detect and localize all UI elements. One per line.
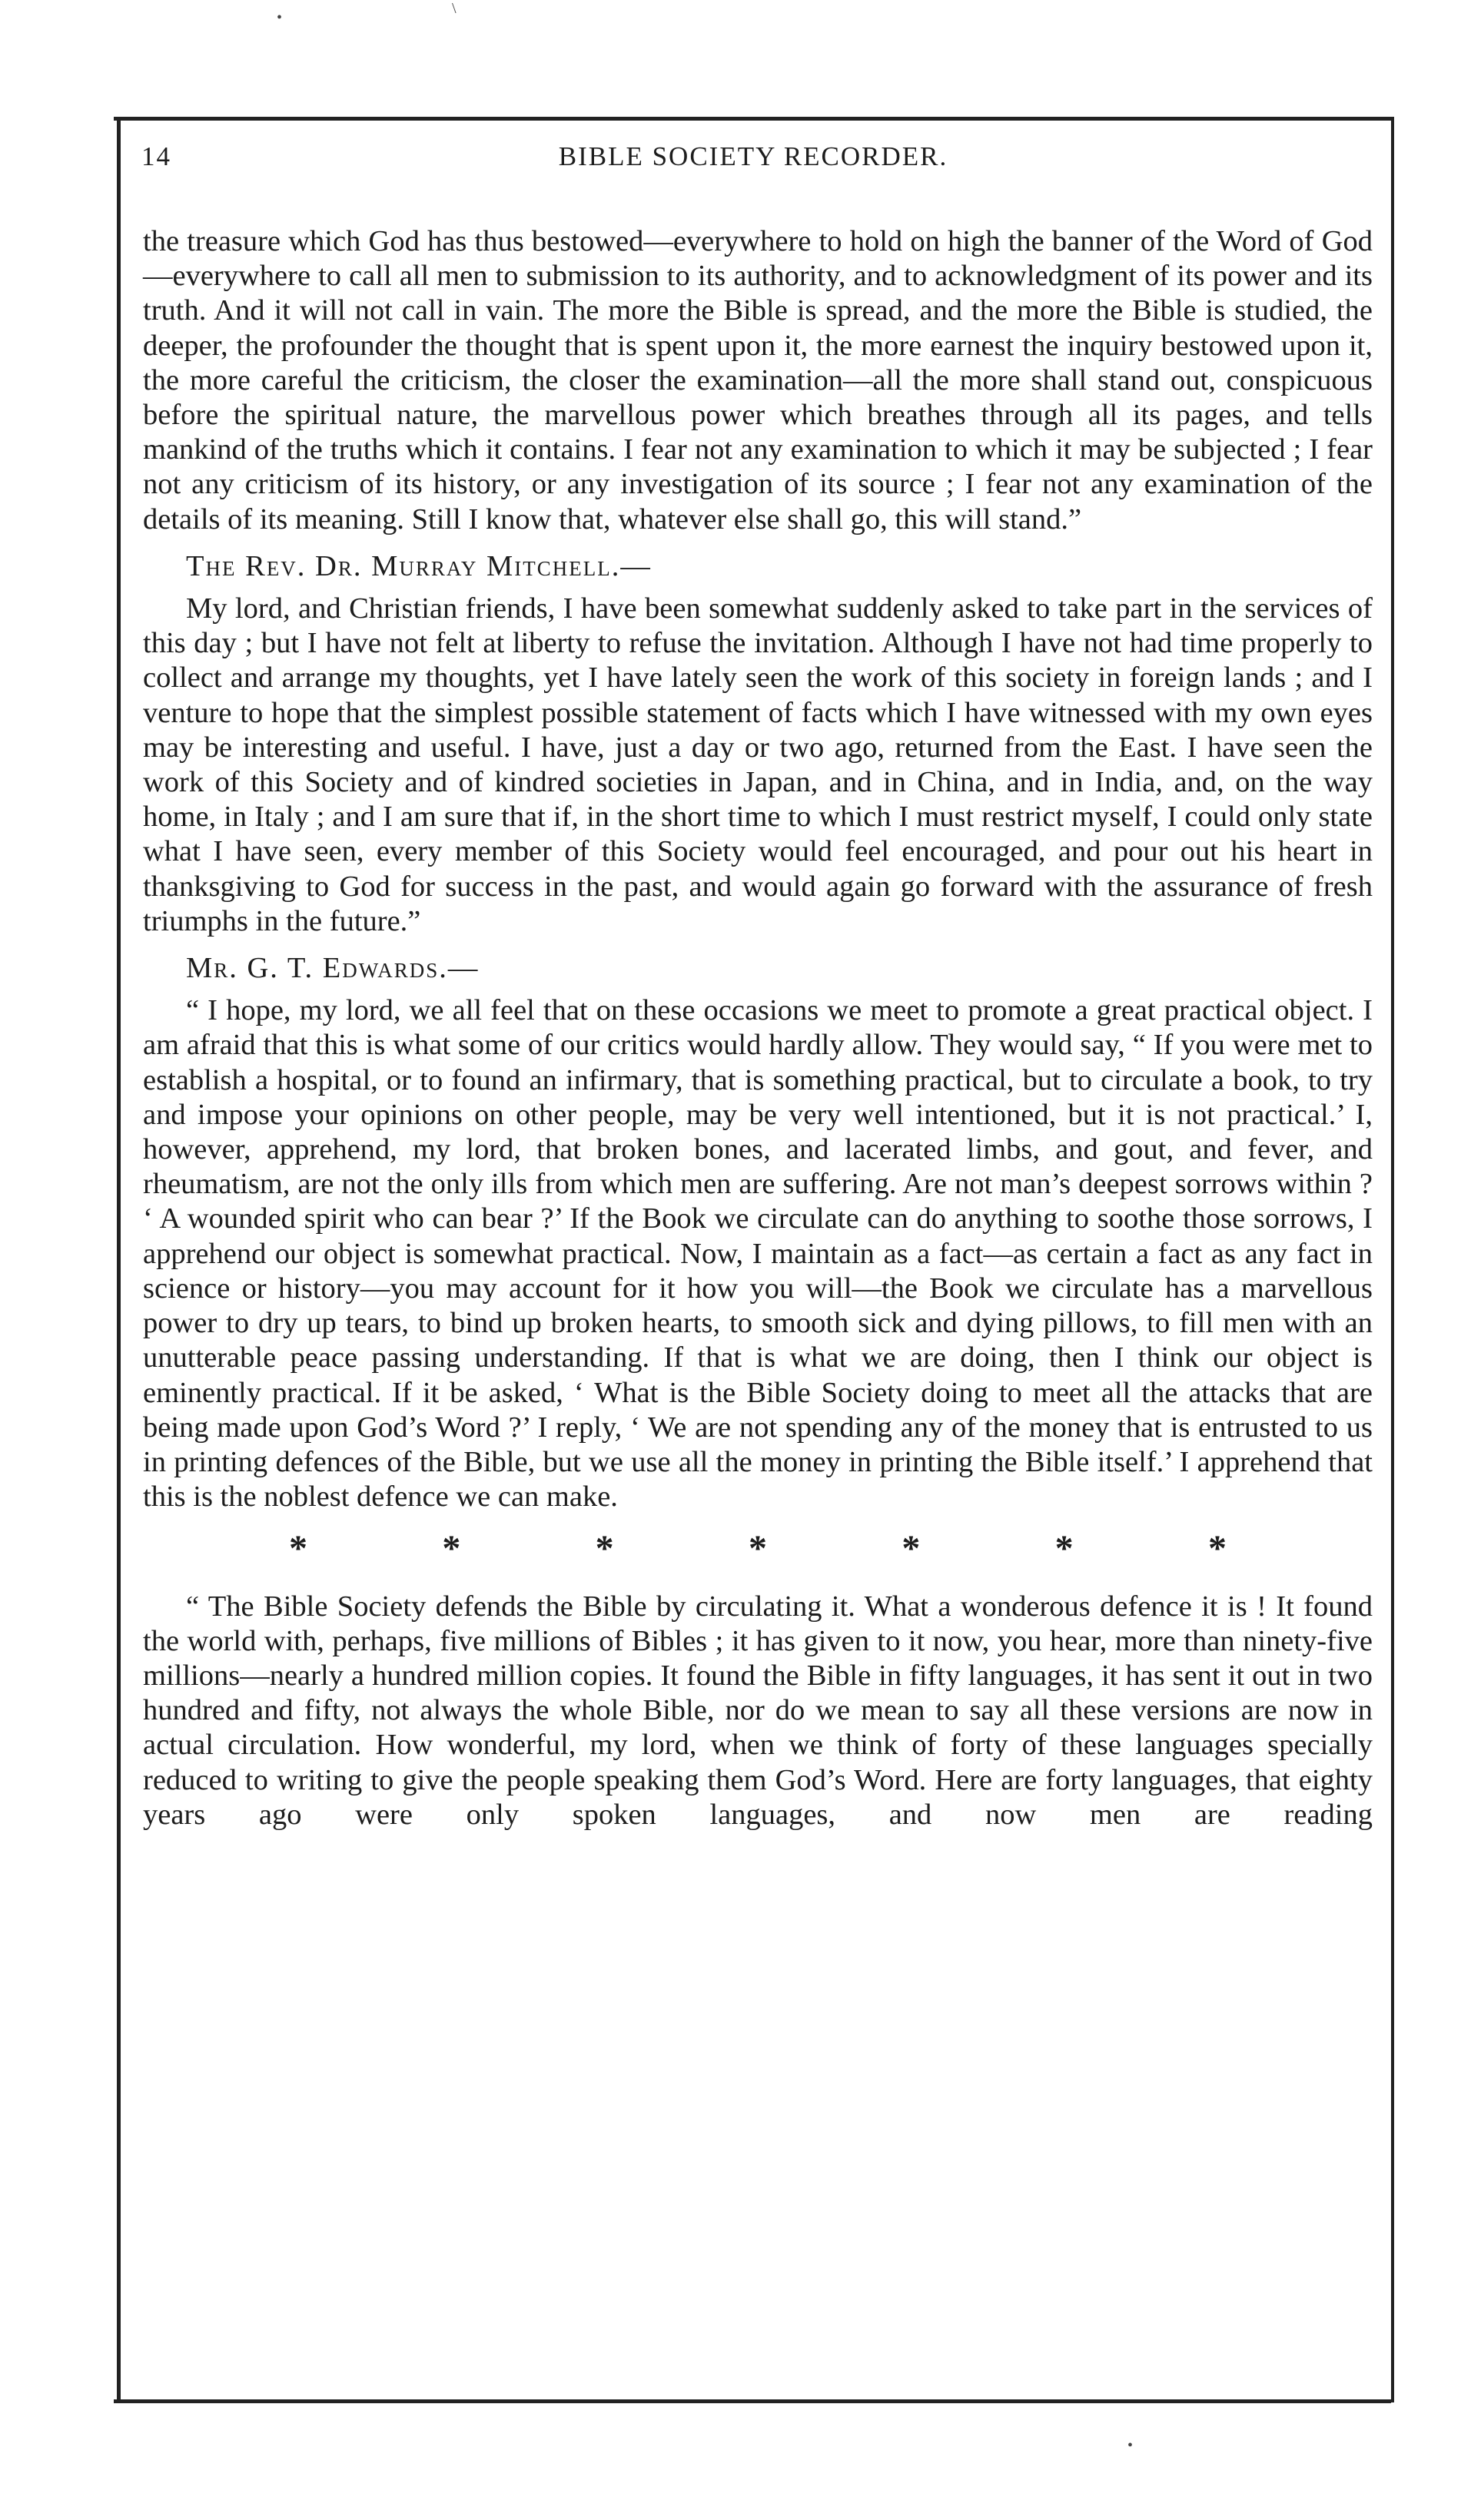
speaker-heading-2: Mr. G. T. Edwards.— <box>186 952 480 985</box>
paragraph-2: My lord, and Christian friends, I have been somewhat suddenly asked to take part in the services of this day ; but I have not felt at liberty to refuse the invitation. Although I have not had time properly to collect and arrange my thoughts, yet I have lately seen the work of this society in foreign lands ; and I venture to hope that the simplest possible statement of facts which I have witnessed with my own eyes may be interesting and useful. I have, just a day or two ago, returned from the East. I have seen the work of this Society and of kindred societies in Japan, and in China, and in India, and, on the way home, in Italy ; and I am sure that if, in the short time to which I must restrict myself, I could only state what I have seen, every member of this Society would feel encouraged, and pour out his heart in thanksgiving to God for success in the past, and would again go forward with the assurance of fresh triumphs in the future.” <box>143 592 1373 937</box>
text-column <box>143 224 1373 1832</box>
star: * <box>1207 1528 1227 1570</box>
left-rule <box>117 117 121 2402</box>
star: * <box>595 1528 614 1570</box>
speaker-heading-1: The Rev. Dr. Murray Mitchell.— <box>186 549 652 582</box>
star: * <box>442 1528 461 1570</box>
scan-mark: \ <box>452 0 457 17</box>
paragraph-4: “ The Bible Society defends the Bible by circulating it. What a wonderous defence it is ! It found the world with, perhaps, five millions of Bibles ; it has given to it now, you hear, more than ninety-five millions—nearly a hundred million copies. It found the Bible in fifty languages, it has sent it out in two hundred and fifty, not always the whole Bible, nor do we mean to say all these versions are now in actual circulation. How wonderful, my lord, when we think of forty of these languages specially reduced to writing to give the people speaking them God’s Word. Here are forty languages, that eighty years ago were only spoken languages, and now men are reading <box>143 1590 1373 1831</box>
star: * <box>1054 1528 1074 1570</box>
paragraph-1: the treasure which God has thus bestowed—everywhere to hold on high the banner of the Word of God—everywhere to call all men to submission to its authority, and to acknowledgment of its power and its truth. And it will not call in vain. The more the Bible is spread, and the more the Bible is studied, the deeper, the profounder the thought that is spent upon it, the more earnest the inquiry bestowed upon it, the more careful the criticism, the closer the examination—all the more shall stand out, conspicuous before the spiritual nature, the marvellous power which breathes through all its pages, and tells mankind of the truths which it contains. I fear not any examination to which it may be subjected ; I fear not any criticism of its history, or any investigation of its source ; I fear not any examination of the details of its meaning. Still I know that, whatever else shall go, this will stand.” <box>143 225 1373 536</box>
section-separator <box>143 1528 1373 1570</box>
star: * <box>289 1528 307 1570</box>
scan-mark: • <box>1127 2437 1134 2454</box>
page-number: 14 <box>141 141 171 171</box>
running-head: BIBLE SOCIETY RECORDER. <box>558 141 948 171</box>
scan-mark: • <box>277 9 283 26</box>
star: * <box>902 1528 921 1570</box>
right-rule <box>1391 117 1394 2402</box>
page-header <box>138 141 1368 187</box>
star: * <box>748 1528 767 1570</box>
paragraph-3: “ I hope, my lord, we all feel that on these occasions we meet to promote a great practical object. I am afraid that this is what some of our critics would hardly allow. They would say, “ If you were met to establish a hospital, or to found an infirmary, that is something practical, but to circulate a book, to try and impose your opinions on other people, may be very well intentioned, but it is not practical.’ I, however, apprehend, my lord, that broken bones, and lacerated limbs, and gout, and fever, and rheumatism, are not the only ills from which men are suffering. Are not man’s deepest sorrows within ? ‘ A wounded spirit who can bear ?’ If the Book we circulate can do anything to soothe those sorrows, I apprehend our object is somewhat practical. Now, I maintain as a fact—as certain a fact as any fact in science or history—you may account for it how you will—the Book we circulate has a marvellous power to dry up tears, to bind up broken hearts, to smooth sick and dying pillows, to fill men with an unutterable peace passing understanding. If that is what we are doing, then I think our object is eminently practical. If it be asked, ‘ What is the Bible Society doing to meet all the attacks that are being made upon God’s Word ?’ I reply, ‘ We are not spending any of the money that is entrusted to us in printing defences of the Bible, but we use all the money in printing the Bible itself.’ I apprehend that this is the noblest defence we can make. <box>143 994 1373 1514</box>
